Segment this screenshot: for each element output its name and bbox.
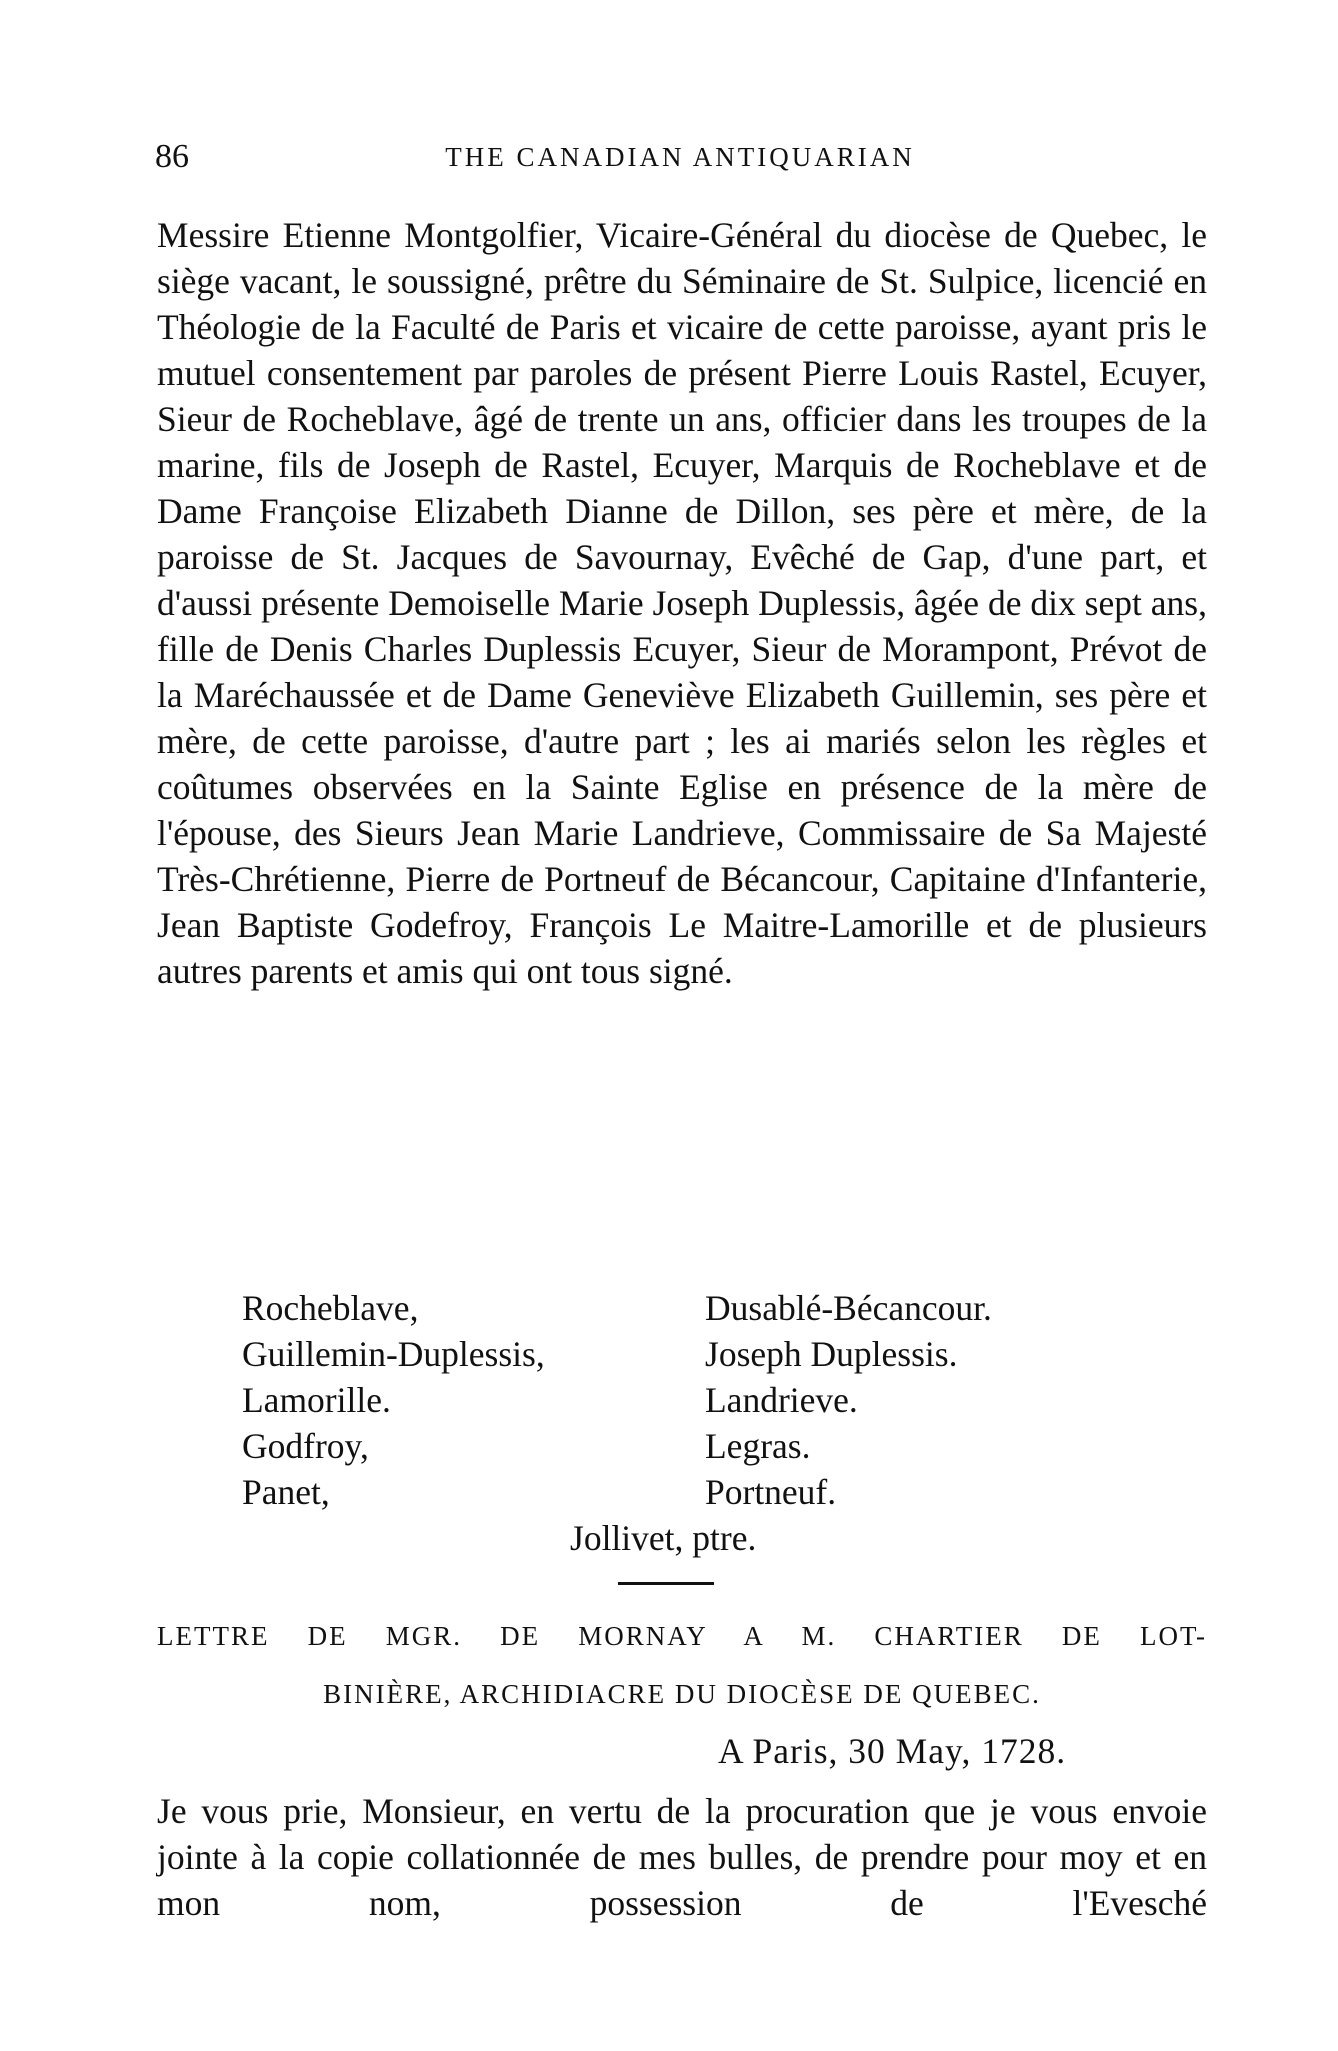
signature-row (0, 1331, 1338, 1377)
signature-row (0, 1377, 1338, 1423)
signature-list (0, 1285, 1338, 1561)
signature-row (0, 1285, 1338, 1331)
signature-left: Godfroy, (242, 1426, 369, 1466)
signature-row (0, 1469, 1338, 1515)
marriage-record-paragraph: Messire Etienne Montgolfier, Vicaire-Général du diocèse de Quebec, le siège vacant, le soussigné, prêtre du Séminaire de St. Sulpice, licencié en Théologie de la Faculté de Paris et vicaire de cette paroisse, ayant pris le mutuel consentement par paroles de présent Pierre Louis Rastel, Ecuyer, Sieur de Rocheblave, âgé de trente un ans, officier dans les troupes de la marine, fils de Joseph de Rastel, Ecuyer, Marquis de Rocheblave et de Dame Françoise Elizabeth Dianne de Dillon, ses père et mère, de la paroisse de St. Jacques de Savournay, Evêché de Gap, d'une part, et d'aussi présente Demoiselle Marie Joseph Duplessis, âgée de dix sept ans, fille de Denis Charles Duplessis Ecuyer, Sieur de Morampont, Prévot de la Maréchaussée et de Dame Geneviève Elizabeth Guillemin, ses père et mère, de cette paroisse, d'autre part ; les ai mariés selon les règles et coûtumes observées en la Sainte Eglise en présence de la mère de l'épouse, des Sieurs Jean Marie Landrieve, Commissaire de Sa Majesté Très-Chrétienne, Pierre de Portneuf de Bécancour, Capitaine d'Infanterie, Jean Baptiste Godefroy, François Le Maitre-Lamorille et de plusieurs autres parents et amis qui ont tous signé. (157, 215, 1207, 991)
signature-left: Lamorille. (242, 1380, 391, 1420)
page-number: 86 (155, 138, 189, 175)
signature-left: Panet, (242, 1472, 330, 1512)
letter-heading-line-2: BINIÈRE, ARCHIDIACRE DU DIOCÈSE DE QUEBEC. (323, 1679, 1041, 1709)
signature-left: Rocheblave, (242, 1288, 419, 1328)
journal-title: THE CANADIAN ANTIQUARIAN (445, 142, 915, 172)
signature-right: Portneuf. (705, 1472, 837, 1512)
signature-left: Guillemin-Duplessis, (242, 1334, 545, 1374)
letter-heading-line-1: LETTRE DE MGR. DE MORNAY A M. CHARTIER DE LOT- (157, 1621, 1207, 1651)
officiant-signature: Jollivet, ptre. (570, 1518, 757, 1558)
letter-heading (157, 1607, 1207, 1723)
section-divider (618, 1582, 714, 1585)
running-head (155, 138, 1205, 178)
letter-body-paragraph: Je vous prie, Monsieur, en vertu de la procuration que je vous envoie jointe à la copie collationnée de mes bulles, de prendre pour moy et en mon nom, possession de l'Evesché (157, 1791, 1207, 1923)
signature-row (0, 1515, 1338, 1561)
signature-right: Dusablé-Bécancour. (705, 1288, 992, 1328)
letter-dateline: A Paris, 30 May, 1728. (718, 1731, 1067, 1771)
signature-row (0, 1423, 1338, 1469)
signature-right: Landrieve. (705, 1380, 858, 1420)
signature-right: Joseph Duplessis. (705, 1334, 958, 1374)
signature-right: Legras. (705, 1426, 811, 1466)
